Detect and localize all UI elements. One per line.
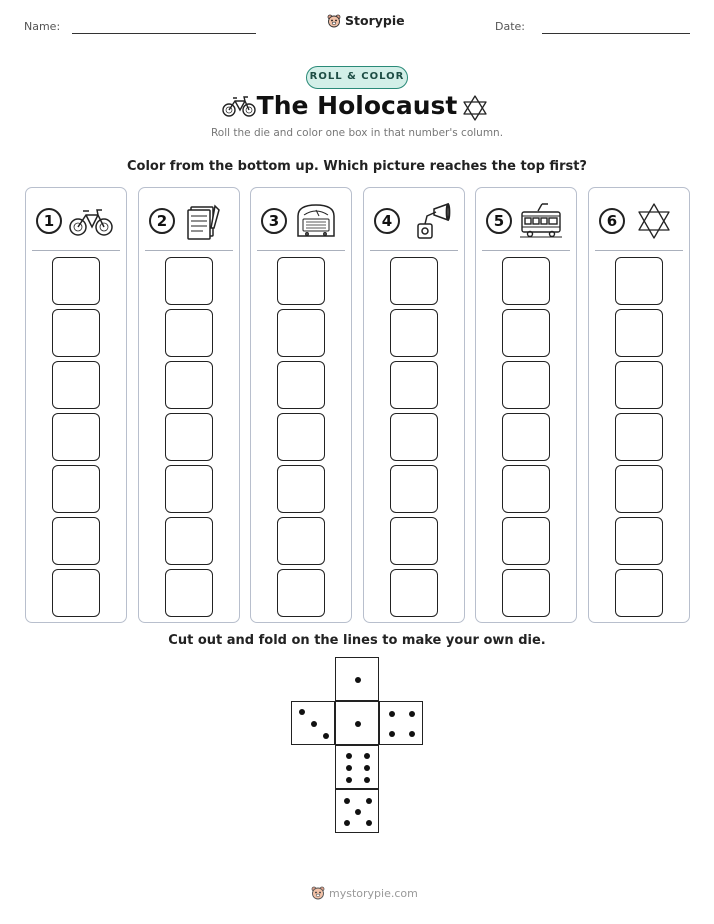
die-pip [346, 777, 352, 783]
column-divider [370, 250, 458, 251]
die-face-5 [335, 789, 379, 833]
color-box[interactable] [390, 257, 438, 305]
color-box[interactable] [615, 413, 663, 461]
name-line[interactable] [72, 33, 256, 34]
column-divider [257, 250, 345, 251]
color-box[interactable] [615, 361, 663, 409]
color-box[interactable] [615, 257, 663, 305]
die-pip [346, 765, 352, 771]
star-of-david-icon [631, 202, 677, 240]
color-box[interactable] [277, 465, 325, 513]
column-number: 6 [599, 208, 625, 234]
die-pip [389, 731, 395, 737]
color-box[interactable] [165, 361, 213, 409]
die-face-4 [379, 701, 423, 745]
die-pip [364, 765, 370, 771]
color-box[interactable] [52, 413, 100, 461]
die-pip [344, 798, 350, 804]
column-3 [250, 187, 352, 623]
page-title: The Holocaust [256, 91, 458, 120]
die-pip [344, 820, 350, 826]
column-number: 5 [486, 208, 512, 234]
date-label: Date: [495, 20, 525, 33]
die-face-3 [291, 701, 335, 745]
die-pip [364, 777, 370, 783]
die-pip [311, 721, 317, 727]
roll-color-badge: ROLL & COLOR [306, 66, 408, 89]
column-number: 4 [374, 208, 400, 234]
color-box[interactable] [277, 517, 325, 565]
color-box[interactable] [165, 413, 213, 461]
column-1 [25, 187, 127, 623]
column-divider [32, 250, 120, 251]
color-box[interactable] [615, 569, 663, 617]
color-box[interactable] [502, 569, 550, 617]
die-instruction: Cut out and fold on the lines to make your own die. [168, 633, 546, 648]
color-box[interactable] [165, 517, 213, 565]
color-box[interactable] [502, 465, 550, 513]
die-pip [366, 798, 372, 804]
color-box[interactable] [52, 309, 100, 357]
color-box[interactable] [390, 517, 438, 565]
column-6 [588, 187, 690, 623]
color-box[interactable] [277, 569, 325, 617]
color-box[interactable] [502, 413, 550, 461]
column-number: 1 [36, 208, 62, 234]
color-box[interactable] [390, 465, 438, 513]
die-pip [409, 711, 415, 717]
color-box[interactable] [52, 569, 100, 617]
die-pip [299, 709, 305, 715]
color-box[interactable] [52, 517, 100, 565]
instruction-text: Color from the bottom up. Which picture reaches the top first? [127, 159, 587, 174]
die-pip [366, 820, 372, 826]
color-box[interactable] [615, 465, 663, 513]
color-box[interactable] [615, 309, 663, 357]
footer [311, 886, 418, 900]
tram-icon [518, 202, 564, 240]
subtitle: Roll the die and color one box in that number's column. [210, 127, 504, 139]
color-box[interactable] [277, 413, 325, 461]
color-box[interactable] [277, 309, 325, 357]
color-box[interactable] [52, 361, 100, 409]
die-pip [364, 753, 370, 759]
column-5 [475, 187, 577, 623]
color-box[interactable] [277, 257, 325, 305]
column-number: 3 [261, 208, 287, 234]
column-4 [363, 187, 465, 623]
column-2 [138, 187, 240, 623]
color-box[interactable] [502, 257, 550, 305]
color-box[interactable] [502, 309, 550, 357]
die-pip [346, 753, 352, 759]
color-box[interactable] [502, 361, 550, 409]
brand-logo [327, 13, 405, 28]
color-box[interactable] [165, 465, 213, 513]
die-pip [409, 731, 415, 737]
die-pip [355, 677, 361, 683]
color-box[interactable] [502, 517, 550, 565]
color-box[interactable] [165, 257, 213, 305]
die-pip [389, 711, 395, 717]
footer-url: mystorypie.com [329, 886, 418, 900]
gramophone-icon [406, 202, 452, 240]
storypie-bear-icon [311, 886, 325, 900]
color-box[interactable] [277, 361, 325, 409]
die-face-1 [335, 657, 379, 701]
color-box[interactable] [390, 361, 438, 409]
brand-name: Storypie [345, 13, 405, 28]
star-of-david-icon [461, 94, 489, 122]
color-box[interactable] [390, 413, 438, 461]
notebook-icon [181, 202, 227, 240]
column-divider [145, 250, 233, 251]
column-number: 2 [149, 208, 175, 234]
die-pip [355, 809, 361, 815]
color-box[interactable] [165, 309, 213, 357]
color-box[interactable] [52, 465, 100, 513]
color-box[interactable] [165, 569, 213, 617]
die-face-1 [335, 701, 379, 745]
color-box[interactable] [390, 569, 438, 617]
column-divider [595, 250, 683, 251]
bicycle-icon [68, 202, 114, 240]
color-box[interactable] [52, 257, 100, 305]
color-box[interactable] [390, 309, 438, 357]
die-face-6 [335, 745, 379, 789]
die-pip [323, 733, 329, 739]
vintage-radio-icon [293, 202, 339, 240]
color-box[interactable] [615, 517, 663, 565]
date-line[interactable] [542, 33, 690, 34]
die-pip [355, 721, 361, 727]
name-label: Name: [24, 20, 61, 33]
column-divider [482, 250, 570, 251]
storypie-bear-icon [327, 14, 341, 28]
